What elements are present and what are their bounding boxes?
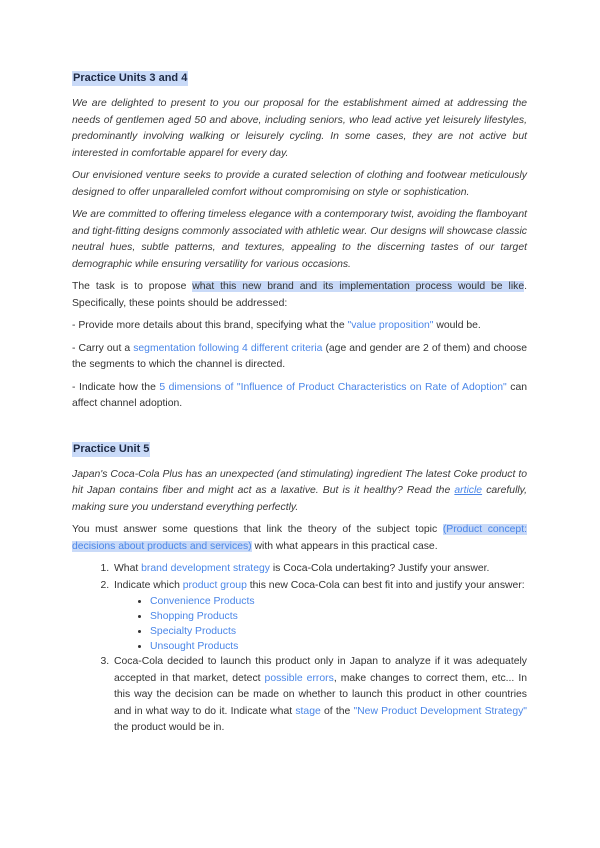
section-heading-units-3-4: Practice Units 3 and 4 (73, 72, 188, 84)
proposal-paragraph-1: We are delighted to present to you our proposal for the establishment aimed at addressing the needs of gentlemen aged 50 and above, including seniors, who lead active yet leisurely lifestyles, predominantly involving walking or leisurely cycling. In some cases, they are not active but interested in comfortable apparel for every day. (72, 98, 527, 159)
product-concept-highlight[interactable]: (Product concept: decisions about products and services) (72, 524, 527, 552)
list-item (150, 594, 527, 609)
specialty-products-link[interactable]: Specialty Products (150, 626, 237, 637)
task-highlight: what this new brand and its implementation process would be like (192, 281, 525, 292)
coca-cola-intro: Japan's Coca-Cola Plus has an unexpected (and stimulating) ingredient The latest Coke product to hit Japan contains fiber and might act as a laxative. But is it healthy? Read the article carefully, making sure you understand everything perfectly. (72, 468, 527, 513)
document-content (72, 68, 527, 737)
section-spacer (72, 419, 527, 439)
questions-list (72, 561, 527, 737)
proposal-paragraph-3: We are committed to offering timeless elegance with a contemporary twist, avoiding the flamboyant and tight-fitting designs commonly associated with athletic wear. Our designs will showcase classic neutral hues, subtle patterns, and textures, appealing to the discerning tastes of our target demographic while ensuring versatility for various occasions. (72, 209, 527, 270)
answer-instructions: You must answer some questions that link the theory of the subject topic (Product concept: decisions about products and services) with what appears in this practical case. (72, 524, 527, 552)
proposal-paragraph-2: Our envisioned venture seeks to provide a curated selection of clothing and footwear meticulously designed to offer unparalleled comfort without compromising on style or sophistication. (72, 170, 527, 198)
npd-strategy-link[interactable]: "New Product Development Strategy" (353, 705, 527, 717)
brand-strategy-link[interactable]: brand development strategy (141, 563, 270, 574)
point-segmentation: - Carry out a segmentation following 4 different criteria (age and gender are 2 of them) and choose the segments to which the channel is directed. (72, 342, 527, 370)
point-value-proposition: - Provide more details about this brand, specifying what the "value proposition" would be. (72, 320, 481, 331)
adoption-dimensions-link[interactable]: 5 dimensions of "Influence of Product Characteristics on Rate of Adoption" (159, 381, 507, 393)
segmentation-link[interactable]: segmentation following 4 different criteria (133, 342, 323, 354)
product-group-options (114, 594, 527, 654)
stage-link[interactable]: stage (295, 705, 321, 717)
question-2: 2. Indicate which product group this new Coca-Cola can best fit into and justify your answer: • Convenience Products • Shopping Products • Specialty Products • Unsought Products (112, 578, 527, 655)
list-item (150, 609, 527, 624)
question-3: 3. Coca-Cola decided to launch this product only in Japan to analyze if it was adequately accepted in that market, detect possible errors, make changes to correct them, etc... In this way the decision can be made on whether to launch this product in other countries and in what way to do it. Indicate what stage of the "New Product Development Strategy" the product would be in. (112, 654, 527, 737)
point-adoption-dimensions: - Indicate how the 5 dimensions of "Influence of Product Characteristics on Rate of Adoption" can affect channel adoption. (72, 381, 528, 409)
question-1: 1. What brand development strategy is Coca-Cola undertaking? Justify your answer. (112, 561, 527, 578)
unsought-products-link[interactable]: Unsought Products (150, 641, 239, 652)
task-paragraph: The task is to propose what this new brand and its implementation process would be like. Specifically, these points should be addressed: (72, 281, 527, 309)
list-item (150, 639, 527, 654)
section-heading-unit-5: Practice Unit 5 (73, 442, 150, 455)
product-group-link[interactable]: product group (182, 579, 247, 591)
list-item (150, 624, 527, 639)
shopping-products-link[interactable]: Shopping Products (150, 611, 238, 622)
value-proposition-link[interactable]: "value proposition" (347, 320, 434, 331)
convenience-products-link[interactable]: Convenience Products (150, 596, 255, 607)
article-link[interactable]: article (454, 485, 483, 496)
possible-errors-link[interactable]: possible errors (264, 672, 334, 684)
